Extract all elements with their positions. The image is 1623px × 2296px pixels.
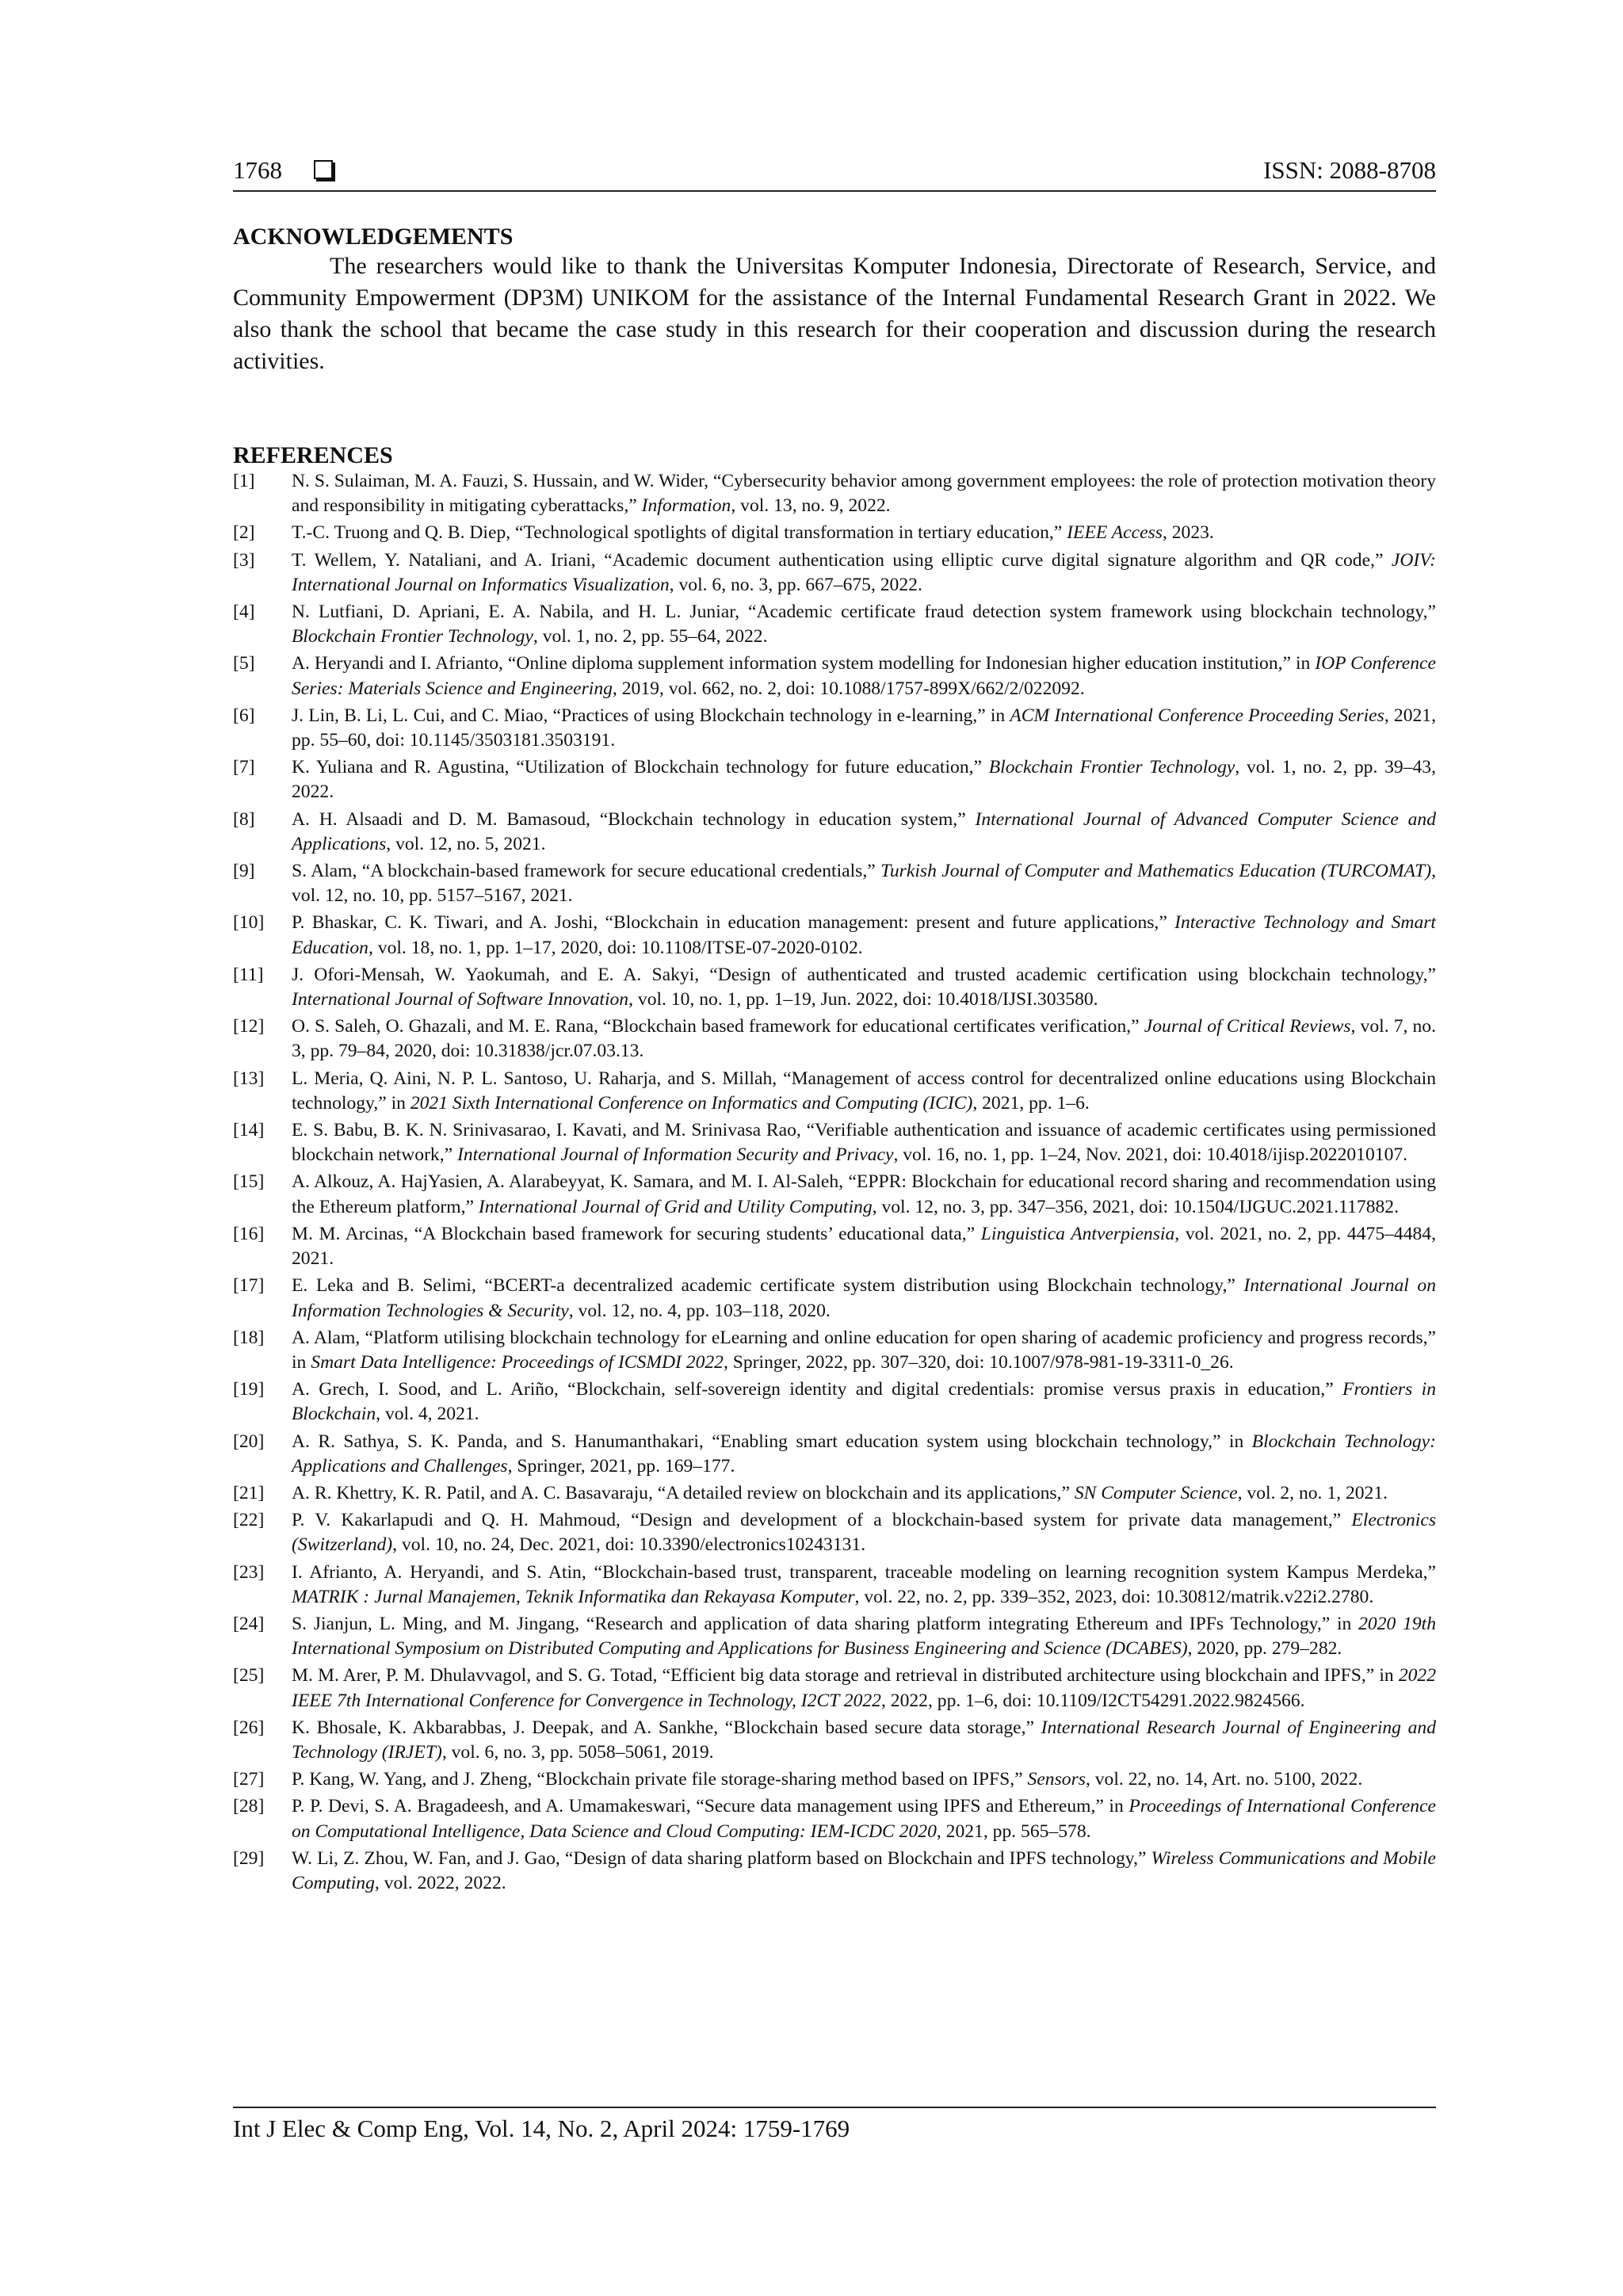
- reference-venue: Proceedings of International Conference on Computational Intelligence, Data Science and Cloud Computing: IEM-ICDC 2020: [292, 1796, 1436, 1842]
- reference-venue: Turkish Journal of Computer and Mathematics Education (TURCOMAT): [880, 861, 1432, 882]
- reference-text: T. Wellem, Y. Nataliani, and A. Iriani, “Academic document authentication using elliptic curve digital signature algorithm and QR code,”: [292, 549, 1392, 571]
- reference-venue: International Journal of Information Security and Privacy: [457, 1144, 894, 1166]
- reference-text: A. R. Khettry, K. R. Patil, and A. C. Basavaraju, “A detailed review on blockchain and its applications,”: [292, 1482, 1075, 1503]
- reference-venue: Electronics (Switzerland): [292, 1510, 1436, 1556]
- reference-text: A. Grech, I. Sood, and L. Ariño, “Blockchain, self-sovereign identity and digital credentials: promise versus praxis in education,”: [292, 1379, 1343, 1400]
- reference-details: , vol. 22, no. 14, Art. no. 5100, 2022.: [1085, 1769, 1363, 1790]
- reference-text: A. R. Sathya, S. K. Panda, and S. Hanumanthakari, “Enabling smart education system using blockchain technology,” in: [292, 1431, 1252, 1452]
- reference-text: E. Leka and B. Selimi, “BCERT-a decentralized academic certificate system distribution using Blockchain technology,”: [292, 1275, 1244, 1297]
- reference-details: , vol. 1, no. 2, pp. 55–64, 2022.: [533, 626, 768, 648]
- reference-details: , vol. 6, no. 3, pp. 5058–5061, 2019.: [441, 1741, 714, 1763]
- reference-number: [1]: [233, 471, 255, 491]
- reference-venue: Smart Data Intelligence: Proceedings of ICSMDI 2022: [311, 1351, 724, 1373]
- reference-venue: International Journal of Software Innovation: [292, 989, 629, 1010]
- reference-item: [233, 1222, 1436, 1271]
- reference-details: , vol. 22, no. 2, pp. 339–352, 2023, doi: 10.30812/matrik.v22i2.2780.: [854, 1586, 1374, 1607]
- reference-venue: IOP Conference Series: Materials Science and Engineering: [292, 653, 1436, 699]
- reference-text: N. S. Sulaiman, M. A. Fauzi, S. Hussain, and W. Wider, “Cybersecurity behavior among government employees: the role of protection motivation theory and responsibility in mitigating cyberattacks,”: [292, 471, 1436, 517]
- reference-item: [233, 911, 1436, 960]
- reference-item: [233, 1561, 1436, 1610]
- reference-item: [233, 521, 1436, 545]
- reference-details: , 2022, pp. 1–6, doi: 10.1109/I2CT54291.2022.9824566.: [880, 1690, 1305, 1711]
- reference-item: [233, 1118, 1436, 1167]
- acknowledgements-body: The researchers would like to thank the Universitas Komputer Indonesia, Directorate of Research, Service, and Community Empowerment (DP3M) UNIKOM for the assistance of the Internal Fundamental Research Grant in 2022. We also thank the school that became the case study in this research for their cooperation and discussion during the research activities.: [233, 253, 1436, 374]
- reference-item: [233, 1794, 1436, 1843]
- reference-details: , 2021, pp. 55–60, doi: 10.1145/3503181.3503191.: [292, 705, 1437, 751]
- reference-venue: Sensors: [1027, 1769, 1086, 1790]
- page-footer: [233, 2107, 1436, 2143]
- reference-details: , vol. 10, no. 24, Dec. 2021, doi: 10.3390/electronics10243131.: [392, 1534, 866, 1556]
- reference-details: , vol. 12, no. 10, pp. 5157–5167, 2021.: [292, 861, 1436, 907]
- reference-venue: Blockchain Frontier Technology: [292, 626, 533, 648]
- reference-venue: MATRIK : Jurnal Manajemen, Teknik Informatika dan Rekayasa Komputer: [292, 1586, 855, 1607]
- reference-item: [233, 1274, 1436, 1323]
- reference-text: P. P. Devi, S. A. Bragadeesh, and A. Umamakeswari, “Secure data management using IPFS and Ethereum,” in: [292, 1796, 1129, 1817]
- reference-details: , Springer, 2022, pp. 307–320, doi: 10.1007/978-981-19-3311-0_26.: [723, 1351, 1234, 1373]
- page-header: [233, 151, 1436, 192]
- reference-number: [22]: [233, 1510, 265, 1531]
- reference-number: [21]: [233, 1482, 265, 1503]
- reference-number: [23]: [233, 1561, 265, 1583]
- reference-number: [15]: [233, 1171, 265, 1193]
- reference-item: [233, 1014, 1436, 1064]
- header-left: [233, 156, 333, 185]
- references-section: [233, 442, 1436, 1896]
- reference-number: [27]: [233, 1769, 265, 1790]
- reference-number: [5]: [233, 653, 255, 674]
- reference-text: J. Ofori-Mensah, W. Yaokumah, and E. A. Sakyi, “Design of authenticated and trusted academic certification using blockchain technology,”: [292, 964, 1436, 985]
- reference-details: , vol. 2021, no. 2, pp. 4475–4484, 2021.: [292, 1223, 1436, 1270]
- reference-item: [233, 1716, 1436, 1765]
- reference-venue: SN Computer Science: [1074, 1482, 1238, 1503]
- reference-venue: 2022 IEEE 7th International Conference for Convergence in Technology, I2CT 2022: [292, 1665, 1436, 1711]
- reference-details: , Springer, 2021, pp. 169–177.: [507, 1455, 735, 1477]
- acknowledgements-section: [233, 223, 1436, 377]
- reference-venue: Blockchain Frontier Technology: [988, 757, 1235, 778]
- reference-number: [9]: [233, 861, 255, 882]
- reference-details: , vol. 18, no. 1, pp. 1–17, 2020, doi: 10.1108/ITSE-07-2020-0102.: [368, 937, 863, 958]
- reference-details: , vol. 1, no. 2, pp. 39–43, 2022.: [292, 757, 1436, 803]
- reference-item: [233, 469, 1436, 518]
- reference-item: [233, 1067, 1436, 1116]
- journal-citation: Int J Elec & Comp Eng, Vol. 14, No. 2, April 2024: 1759-1769: [233, 2115, 850, 2142]
- reference-details: , 2021, pp. 565–578.: [936, 1820, 1091, 1842]
- reference-venue: International Research Journal of Engineering and Technology (IRJET): [292, 1717, 1436, 1763]
- reference-details: , vol. 4, 2021.: [376, 1404, 479, 1425]
- reference-item: [233, 1326, 1436, 1375]
- reference-item: [233, 1430, 1436, 1479]
- reference-number: [14]: [233, 1120, 265, 1141]
- reference-number: [17]: [233, 1275, 265, 1297]
- reference-item: [233, 704, 1436, 753]
- reference-details: , vol. 10, no. 1, pp. 1–19, Jun. 2022, doi: 10.4018/IJSI.303580.: [628, 989, 1098, 1010]
- page-content: [233, 151, 1436, 1898]
- reference-details: , vol. 16, no. 1, pp. 1–24, Nov. 2021, doi: 10.4018/ijisp.2022010107.: [893, 1144, 1408, 1166]
- reference-number: [19]: [233, 1379, 265, 1400]
- reference-text: P. V. Kakarlapudi and Q. H. Mahmoud, “Design and development of a blockchain-based system for private data management,”: [292, 1510, 1352, 1531]
- reference-item: [233, 1767, 1436, 1792]
- reference-text: J. Lin, B. Li, L. Cui, and C. Miao, “Practices of using Blockchain technology in e-learning,” in: [292, 705, 1010, 726]
- reference-item: [233, 1508, 1436, 1557]
- reference-number: [20]: [233, 1431, 265, 1452]
- reference-venue: International Journal of Grid and Utility Computing: [478, 1196, 873, 1217]
- reference-text: L. Meria, Q. Aini, N. P. L. Santoso, U. Raharja, and S. Millah, “Management of access control for decentralized online educations using Blockchain technology,” in: [292, 1068, 1436, 1114]
- reference-text: S. Alam, “A blockchain-based framework for secure educational credentials,”: [292, 861, 881, 882]
- reference-venue: Frontiers in Blockchain: [292, 1379, 1436, 1425]
- reference-details: , vol. 13, no. 9, 2022.: [731, 495, 891, 517]
- reference-text: W. Li, Z. Zhou, W. Fan, and J. Gao, “Design of data sharing platform based on Blockchain and IPFS technology,”: [292, 1847, 1151, 1869]
- reference-venue: 2020 19th International Symposium on Distributed Computing and Applications for Business Engineering and Science (DCABES): [292, 1613, 1436, 1660]
- reference-text: A. Heryandi and I. Afrianto, “Online diploma supplement information system modelling for Indonesian higher education institution,” in: [292, 653, 1316, 674]
- reference-number: [3]: [233, 549, 255, 571]
- reference-text: A. Alam, “Platform utilising blockchain technology for eLearning and online education for open sharing of academic proficiency and progress records,” in: [292, 1327, 1436, 1373]
- reference-number: [12]: [233, 1016, 265, 1037]
- reference-text: E. S. Babu, B. K. N. Srinivasarao, I. Kavati, and M. Srinivasa Rao, “Verifiable authentication and issuance of academic certificates using permissioned blockchain network,”: [292, 1120, 1436, 1166]
- reference-item: [233, 1612, 1436, 1661]
- reference-item: [233, 1170, 1436, 1219]
- reference-number: [4]: [233, 602, 255, 623]
- reference-details: , 2020, pp. 279–282.: [1187, 1638, 1342, 1660]
- reference-number: [26]: [233, 1717, 265, 1738]
- reference-venue: Blockchain Technology: Applications and Challenges: [292, 1431, 1436, 1477]
- reference-item: [233, 548, 1436, 598]
- reference-number: [13]: [233, 1068, 265, 1089]
- reference-number: [2]: [233, 522, 255, 544]
- reference-text: N. Lutfiani, D. Apriani, E. A. Nabila, and H. L. Juniar, “Academic certificate fraud detection system framework using blockchain technology,”: [292, 602, 1436, 623]
- box-icon: [314, 160, 333, 179]
- reference-details: , vol. 6, no. 3, pp. 667–675, 2022.: [669, 574, 922, 595]
- page-number: 1768: [233, 156, 282, 184]
- reference-venue: Wireless Communications and Mobile Computing: [292, 1847, 1437, 1893]
- reference-details: , vol. 2, no. 1, 2021.: [1237, 1482, 1388, 1503]
- reference-number: [16]: [233, 1223, 265, 1244]
- reference-details: , vol. 12, no. 5, 2021.: [386, 833, 546, 854]
- reference-text: M. M. Arcinas, “A Blockchain based framework for securing students’ educational data,”: [292, 1223, 981, 1244]
- reference-venue: 2021 Sixth International Conference on Informatics and Computing (ICIC): [410, 1092, 973, 1114]
- reference-venue: International Journal of Advanced Computer Science and Applications: [292, 808, 1436, 854]
- reference-details: , vol. 7, no. 3, pp. 79–84, 2020, doi: 10.31838/jcr.07.03.13.: [292, 1016, 1436, 1062]
- reference-text: A. Alkouz, A. HajYasien, A. Alarabeyyat, K. Samara, and M. I. Al-Saleh, “EPPR: Blockchain for educational record sharing and recommendation using the Ethereum platform,”: [292, 1171, 1436, 1217]
- reference-details: , 2023.: [1162, 522, 1214, 544]
- reference-venue: Interactive Technology and Smart Education: [292, 912, 1436, 958]
- acknowledgements-title: ACKNOWLEDGEMENTS: [233, 223, 514, 250]
- issn: ISSN: 2088-8708: [1263, 156, 1436, 184]
- reference-number: [28]: [233, 1796, 265, 1817]
- reference-details: , vol. 12, no. 4, pp. 103–118, 2020.: [568, 1300, 831, 1321]
- reference-item: [233, 859, 1436, 908]
- reference-details: , vol. 12, no. 3, pp. 347–356, 2021, doi: 10.1504/IJGUC.2021.117882.: [872, 1196, 1399, 1217]
- reference-number: [11]: [233, 964, 264, 985]
- reference-venue: Information: [641, 495, 731, 517]
- reference-item: [233, 808, 1436, 857]
- reference-details: , 2019, vol. 662, no. 2, doi: 10.1088/1757-899X/662/2/022092.: [612, 678, 1085, 699]
- reference-item: [233, 1481, 1436, 1506]
- references-title: REFERENCES: [233, 442, 393, 468]
- reference-item: [233, 1847, 1436, 1896]
- reference-item: [233, 1664, 1436, 1713]
- reference-item: [233, 755, 1436, 804]
- reference-number: [25]: [233, 1665, 265, 1687]
- reference-item: [233, 651, 1436, 701]
- reference-text: K. Bhosale, K. Akbarabbas, J. Deepak, and A. Sankhe, “Blockchain based secure data storage,”: [292, 1717, 1041, 1738]
- reference-venue: Linguistica Antverpiensia: [980, 1223, 1175, 1244]
- reference-text: O. S. Saleh, O. Ghazali, and M. E. Rana, “Blockchain based framework for educational certificates verification,”: [292, 1016, 1144, 1037]
- reference-number: [29]: [233, 1847, 265, 1869]
- reference-venue: International Journal on Information Technologies & Security: [292, 1275, 1436, 1321]
- reference-venue: JOIV: International Journal on Informatics Visualization: [292, 549, 1436, 595]
- reference-item: [233, 600, 1436, 649]
- reference-item: [233, 963, 1436, 1012]
- reference-number: [6]: [233, 705, 255, 726]
- reference-number: [24]: [233, 1613, 265, 1634]
- reference-text: M. M. Arer, P. M. Dhulavvagol, and S. G. Totad, “Efficient big data storage and retrieval in distributed architecture using blockchain and IPFS,” in: [292, 1665, 1399, 1687]
- reference-text: K. Yuliana and R. Agustina, “Utilization of Blockchain technology for future education,”: [292, 757, 989, 778]
- reference-details: , vol. 2022, 2022.: [374, 1872, 506, 1893]
- reference-list: [233, 469, 1436, 1896]
- reference-venue: Journal of Critical Reviews: [1144, 1016, 1351, 1037]
- reference-text: S. Jianjun, L. Ming, and M. Jingang, “Research and application of data sharing platform integrating Ethereum and IPFs Technology,” in: [292, 1613, 1359, 1634]
- reference-number: [18]: [233, 1327, 265, 1348]
- reference-item: [233, 1377, 1436, 1427]
- reference-number: [8]: [233, 808, 255, 830]
- reference-venue: ACM International Conference Proceeding Series: [1010, 705, 1384, 726]
- reference-venue: IEEE Access: [1067, 522, 1163, 544]
- reference-number: [7]: [233, 757, 255, 778]
- reference-text: A. H. Alsaadi and D. M. Bamasoud, “Blockchain technology in education system,”: [292, 808, 976, 830]
- reference-details: , 2021, pp. 1–6.: [972, 1092, 1090, 1114]
- reference-text: P. Kang, W. Yang, and J. Zheng, “Blockchain private file storage-sharing method based on IPFS,”: [292, 1769, 1028, 1790]
- reference-text: T.-C. Truong and Q. B. Diep, “Technological spotlights of digital transformation in tertiary education,”: [292, 522, 1067, 544]
- reference-number: [10]: [233, 912, 265, 934]
- reference-text: I. Afrianto, A. Heryandi, and S. Atin, “Blockchain-based trust, transparent, traceable modeling on learning recognition system Kampus Merdeka,”: [292, 1561, 1436, 1583]
- reference-text: P. Bhaskar, C. K. Tiwari, and A. Joshi, “Blockchain in education management: present and future applications,”: [292, 912, 1175, 934]
